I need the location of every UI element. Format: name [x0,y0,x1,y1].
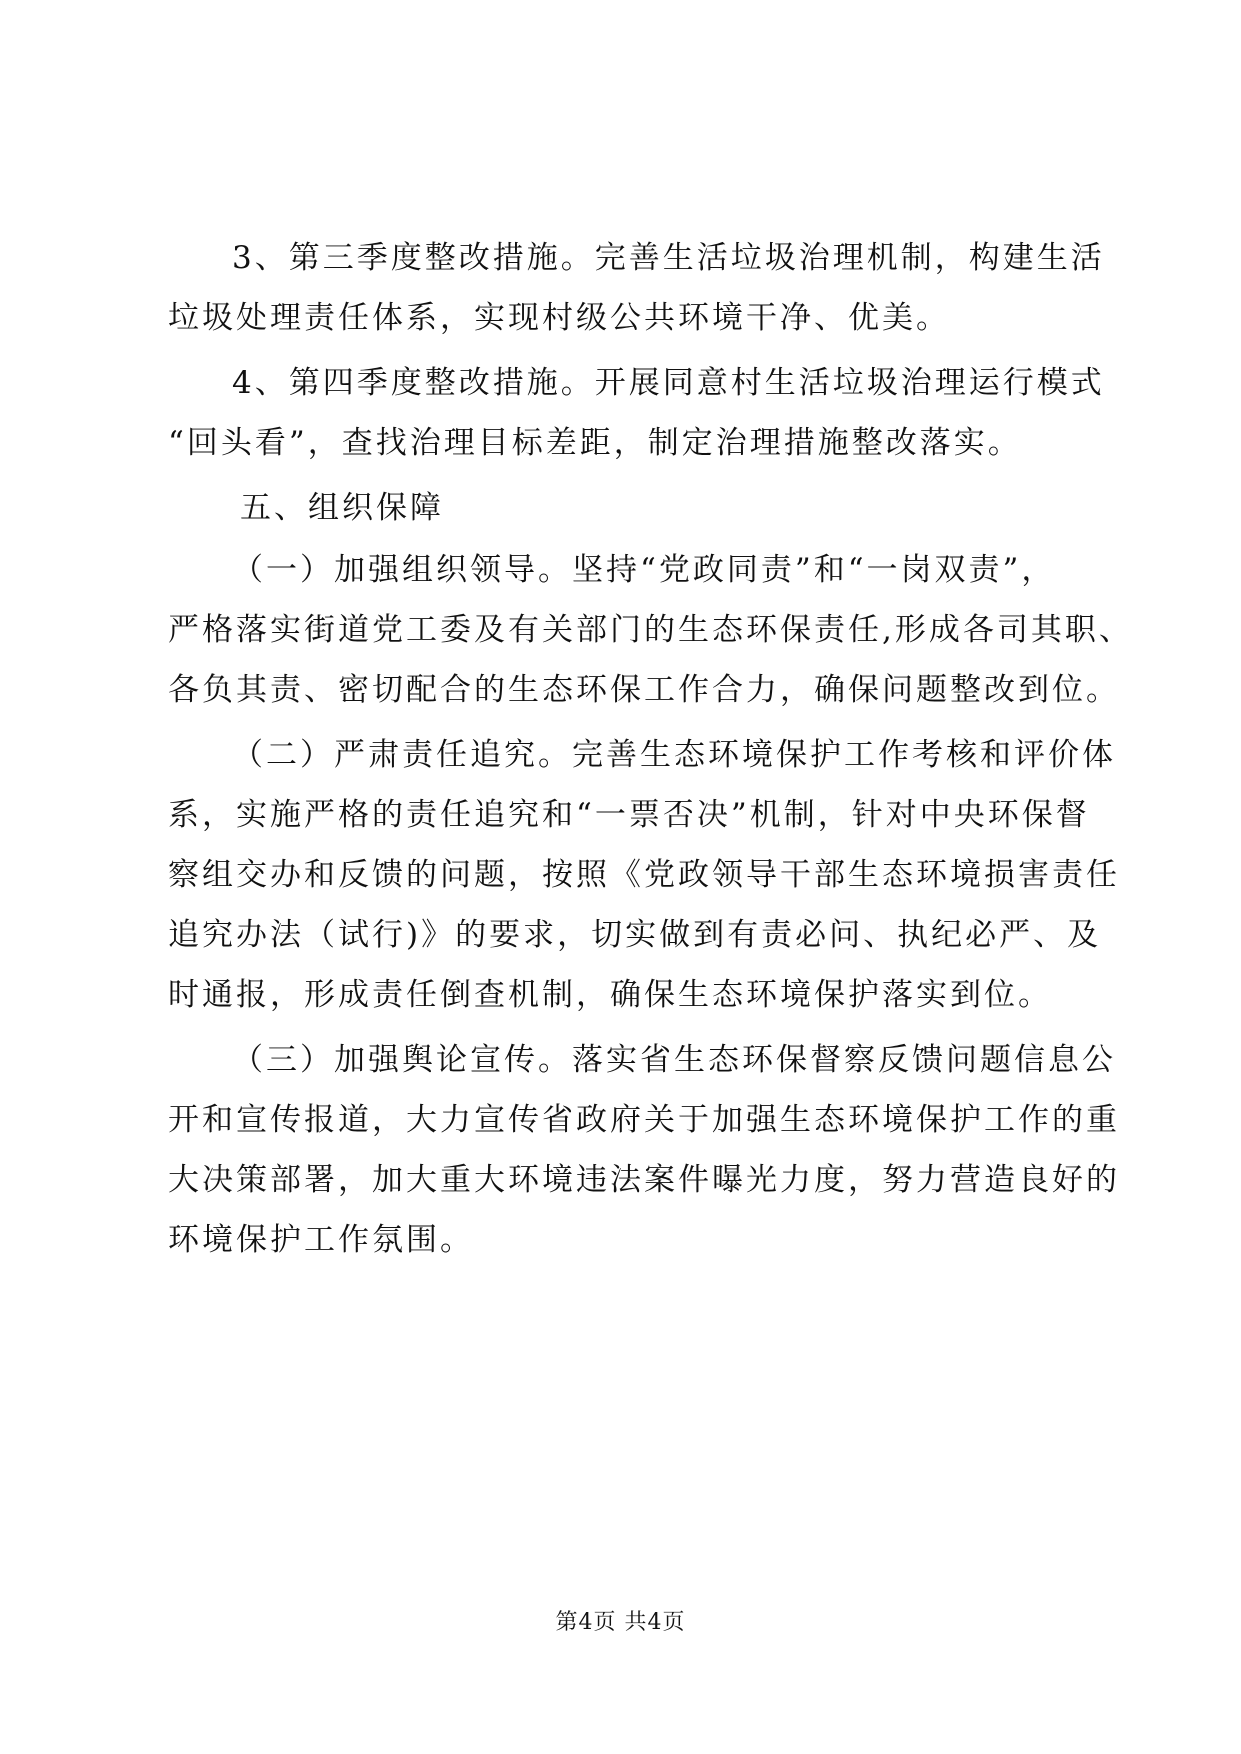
paragraph-line: 大决策部署，加大重大环境违法案件曝光力度，努力营造良好的 [168,1162,1120,1198]
paragraph-line: 环境保护工作氛围。 [168,1222,474,1258]
paragraph-line: 开和宣传报道，大力宣传省政府关于加强生态环境保护工作的重 [168,1102,1120,1138]
paragraph-line: （二）严肃责任追究。完善生态环境保护工作考核和评价体 [232,737,1116,773]
paragraph-line: 3、第三季度整改措施。完善生活垃圾治理机制，构建生活 [232,240,1105,276]
paragraph-line: 各负其责、密切配合的生态环保工作合力，确保问题整改到位。 [168,672,1120,708]
paragraph-line: 4、第四季度整改措施。开展同意村生活垃圾治理运行模式 [232,365,1105,401]
paragraph-line: 追究办法（试行)》的要求，切实做到有责必问、执纪必严、及 [168,917,1102,953]
paragraph-line: 察组交办和反馈的问题，按照《党政领导干部生态环境损害责任 [168,857,1120,893]
paragraph-line: 严格落实街道党工委及有关部门的生态环保责任,形成各司其职、 [168,612,1133,648]
paragraph-line: “回头看”，查找治理目标差距，制定治理措施整改落实。 [168,425,1022,461]
paragraph-line: （一）加强组织领导。坚持“党政同责”和“一岗双责”， [232,552,1056,588]
page-number-footer: 第4页 共4页 [555,1610,686,1635]
paragraph-line: 时通报，形成责任倒查机制，确保生态环境保护落实到位。 [168,977,1052,1013]
paragraph-line: 系，实施严格的责任追究和“一票否决”机制，针对中央环保督 [168,797,1090,833]
paragraph-line: 垃圾处理责任体系，实现村级公共环境干净、优美。 [168,300,950,336]
paragraph-line: （三）加强舆论宣传。落实省生态环保督察反馈问题信息公 [232,1042,1116,1078]
section-heading: 五、组织保障 [240,490,444,526]
